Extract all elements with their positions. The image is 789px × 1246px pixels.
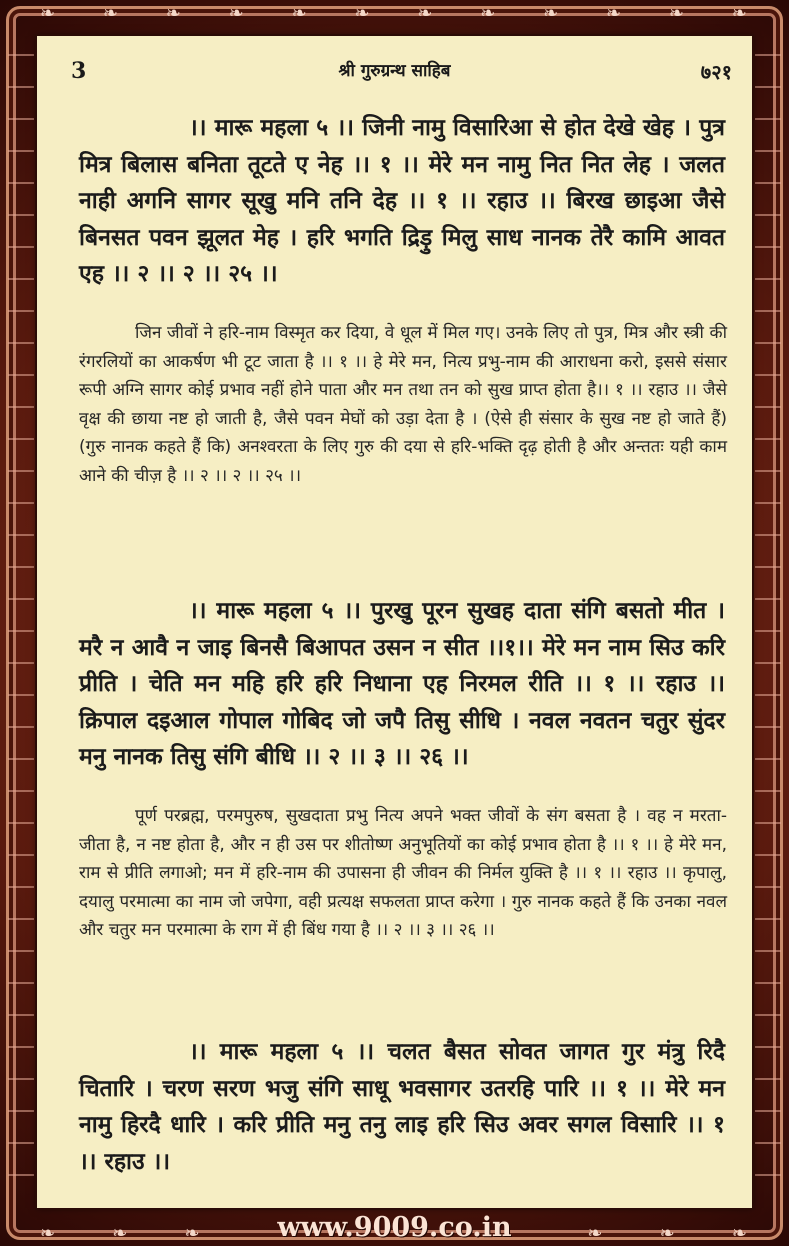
verse-block: ।। मारू महला ५ ।। चलत बैसत सोवत जागत गुर मंत्रु रिदै चितारि । चरण सरण भजु संगि साधू भवसागर उतरहि पारि ।। १ ।। मेरे मन नामु हिरदै धारि । करि प्रीति मनु तनु लाइ हरि सिउ अवर सगल विसारि ।। १ ।। रहाउ ।।: [79, 1039, 725, 1175]
verse-block: ।। मारू महला ५ ।। जिनी नामु विसारिआ से होत देखे खेह । पुत्र मित्र बिलास बनिता तूटते ए नेह ।। १ ।। मेरे मन नामु नित नित लेह । जलत नाही अगनि सागर सूखु मनि तनि देह ।। १ ।। रहाउ ।। बिरख छाइआ जैसे बिनसत पवन झूलत मेह । हरि भगति द्रिड़ु मिलु साध नानक तेरै कामि आवत एह ।। २ ।। २ ।। २५ ।।: [79, 115, 725, 287]
page-header: [37, 58, 752, 86]
bottom-ornament: ❧ ❧ ❧ ❧ ❧ ❧: [40, 1222, 749, 1244]
ang-number: ७२१: [700, 60, 732, 84]
top-ornament: ❧ ❧ ❧ ❧ ❧ ❧ ❧ ❧ ❧ ❧ ❧ ❧: [40, 2, 749, 24]
verse-block: ।। मारू महला ५ ।। पुरखु पूरन सुखह दाता संगि बसतो मीत । मरै न आवै न जाइ बिनसै बिआपत उसन न सीत ।।१।। मेरे मन नाम सिउ करि प्रीति । चेति मन महि हरि हरि निधाना एह निरमल रीति ।। १ ।। रहाउ ।। क्रिपाल दइआल गोपाल गोबिद जो जपै तिसु सीधि । नवल नवतन चतुर सुंदर मनु नानक तिसु संगि बीधि ।। २ ।। ३ ।। २६ ।।: [79, 598, 725, 770]
page-title: श्री गुरुग्रन्थ साहिब: [338, 61, 451, 81]
right-ornament: [755, 40, 781, 1206]
page-number: 3: [71, 58, 87, 84]
translation-block: पूर्ण परब्रह्म, परमपुरुष, सुखदाता प्रभु नित्य अपने भक्त जीवों के संग बसता है । वह न मरता-जीता है, न नष्ट होता है, और न ही उस पर शीतोष्ण अनुभूतियों का कोई प्रभाव होता है ।। १ ।। हे मेरे मन, राम से प्रीति लगाओ; मन में हरि-नाम की उपासना ही जीवन की निर्मल युक्ति है ।। १ ।। रहाउ ।। कृपालु, दयालु परमात्मा का नाम जो जपेगा, वही प्रत्यक्ष सफलता प्राप्त करेगा । गुरु नानक कहते हैं कि उनका नवल और चतुर मन परमात्मा के राग में ही बिंध गया है ।। २ ।। ३ ।। २६ ।।: [79, 806, 727, 940]
website-footer: www.9009.co.in: [277, 1212, 512, 1243]
left-ornament: [8, 40, 34, 1206]
translation-block: जिन जीवों ने हरि-नाम विस्मृत कर दिया, वे धूल में मिल गए। उनके लिए तो पुत्र, मित्र और स्त्री की रंगरलियों का आकर्षण भी टूट जाता है ।। १ ।। हे मेरे मन, नित्य प्रभु-नाम की आराधना करो, इससे संसार रूपी अग्नि सागर कोई प्रभाव नहीं होने पाता और मन तथा तन को सुख प्राप्त होता है।। १ ।। रहाउ ।। जैसे वृक्ष की छाया नष्ट हो जाती है, जैसे पवन मेघों को उड़ा देता है । (ऐसे ही संसार के सुख नष्ट हो जाते हैं) (गुरु नानक कहते हैं कि) अनश्वरता के लिए गुरु की दया से हरि-भक्ति दृढ़ होती है और अन्ततः यही काम आने की चीज़ है ।। २ ।। २ ।। २५ ।।: [79, 323, 727, 486]
scripture-page: [37, 36, 752, 1208]
